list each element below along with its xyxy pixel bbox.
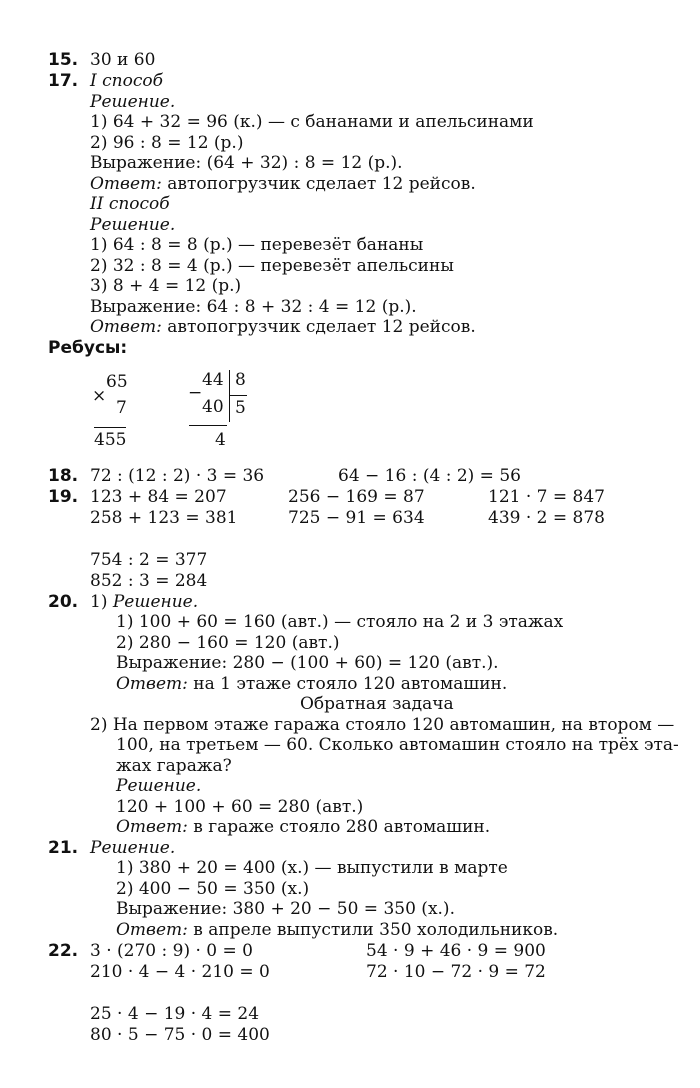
problem-19-number: 19.	[48, 487, 79, 507]
expression-line: 754 : 2 = 377	[90, 550, 208, 570]
answer-label: Ответ:	[90, 317, 162, 337]
rebus-quotient: 5	[235, 398, 246, 418]
answer-line	[116, 674, 507, 694]
task-text-line: жах гаража?	[116, 756, 232, 776]
answer-text: в гараже стояло 280 автомашин.	[193, 817, 491, 837]
rebus-dividend: 44	[202, 370, 224, 390]
problem-15-answer: 30 и 60	[90, 50, 156, 70]
expression-line: 54 · 9 + 46 · 9 = 900	[366, 941, 546, 961]
solution-line: 1) 380 + 20 = 400 (х.) — выпустили в марте	[116, 858, 508, 878]
rebus-remainder: 4	[215, 430, 226, 450]
solution-label: Решение.	[116, 776, 202, 796]
solution-line: 1) 64 : 8 = 8 (р.) — перевезёт бананы	[90, 235, 424, 255]
answer-label: Ответ:	[116, 920, 188, 940]
multiply-sign: ×	[92, 386, 107, 406]
solution-line: 120 + 100 + 60 = 280 (авт.)	[116, 797, 364, 817]
division-bracket-horizontal	[229, 395, 247, 396]
solution-line: 1) 100 + 60 = 160 (авт.) — стояло на 2 и 3 этажах	[116, 612, 564, 632]
expression-line: 210 · 4 − 4 · 210 = 0	[90, 962, 270, 982]
task-text-line: 100, на третьем — 60. Сколько автомашин стояло на трёх эта-	[116, 735, 679, 755]
method-2-heading: II способ	[90, 194, 170, 214]
expression-line: 725 − 91 = 634	[288, 508, 425, 528]
method-1-heading: I способ	[90, 71, 163, 91]
rebus-result-line	[94, 427, 126, 428]
solution-label: Решение.	[90, 215, 176, 235]
expression-line: Выражение: (64 + 32) : 8 = 12 (р.).	[90, 153, 403, 173]
expression-line: 123 + 84 = 207	[90, 487, 227, 507]
rebus-factor-a: 65	[106, 372, 128, 392]
inverse-task-heading: Обратная задача	[300, 694, 454, 714]
answer-line	[116, 817, 490, 837]
expression-line: 439 · 2 = 878	[488, 508, 605, 528]
rebus-product: 455	[94, 430, 127, 450]
solution-line: 1) 64 + 32 = 96 (к.) — с бананами и апельсинами	[90, 112, 534, 132]
task-text-line: 2) На первом этаже гаража стояло 120 автомашин, на втором —	[90, 715, 675, 735]
solution-label: Решение.	[112, 592, 199, 612]
problem-18-number: 18.	[48, 466, 79, 486]
answer-label: Ответ:	[116, 817, 188, 837]
answer-text: автопогрузчик сделает 12 рейсов.	[167, 174, 476, 194]
expression-line: Выражение: 280 − (100 + 60) = 120 (авт.).	[116, 653, 499, 673]
expression-line: Выражение: 380 + 20 − 50 = 350 (х.).	[116, 899, 455, 919]
part-1-line	[90, 592, 198, 612]
solution-line: 2) 280 − 160 = 120 (авт.)	[116, 633, 340, 653]
answer-label: Ответ:	[116, 674, 188, 694]
answer-label: Ответ:	[90, 174, 162, 194]
expression-line: 25 · 4 − 19 · 4 = 24	[90, 1004, 260, 1024]
answer-line	[116, 920, 558, 940]
solution-label: Решение.	[90, 92, 176, 112]
rebus-divisor: 8	[235, 370, 246, 390]
problem-20-number: 20.	[48, 592, 79, 612]
problem-21-number: 21.	[48, 838, 79, 858]
expression-line: 852 : 3 = 284	[90, 571, 208, 591]
solution-line: 2) 400 − 50 = 350 (х.)	[116, 879, 310, 899]
solution-label: Решение.	[90, 838, 176, 858]
expression-line: 80 · 5 − 75 · 0 = 400	[90, 1025, 270, 1045]
answer-line	[90, 174, 476, 194]
expression-line: 72 · 10 − 72 · 9 = 72	[366, 962, 546, 982]
expression-line: 72 : (12 : 2) · 3 = 36	[90, 466, 265, 486]
expression-line: 121 · 7 = 847	[488, 487, 605, 507]
minus-sign: −	[188, 383, 203, 403]
expression-line: 258 + 123 = 381	[90, 508, 238, 528]
answer-text: на 1 этаже стояло 120 автомашин.	[193, 674, 508, 694]
problem-15-number: 15.	[48, 50, 79, 70]
expression-line: 256 − 169 = 87	[288, 487, 425, 507]
division-bracket-vertical	[229, 370, 230, 422]
expression-line: 3 · (270 : 9) · 0 = 0	[90, 941, 253, 961]
answer-text: автопогрузчик сделает 12 рейсов.	[167, 317, 476, 337]
division-subtract-line	[189, 425, 227, 426]
part-label: 1)	[90, 592, 108, 612]
solution-line: 2) 96 : 8 = 12 (р.)	[90, 133, 244, 153]
problem-17-number: 17.	[48, 71, 79, 91]
answer-text: в апреле выпустили 350 холодильников.	[193, 920, 559, 940]
problem-22-number: 22.	[48, 941, 79, 961]
rebus-factor-b: 7	[116, 398, 127, 418]
answer-line	[90, 317, 476, 337]
rebus-heading: Ребусы:	[48, 338, 128, 358]
rebus-subtrahend: 40	[202, 397, 224, 417]
solution-line: 2) 32 : 8 = 4 (р.) — перевезёт апельсины	[90, 256, 454, 276]
expression-line: 64 − 16 : (4 : 2) = 56	[338, 466, 521, 486]
solution-line: 3) 8 + 4 = 12 (р.)	[90, 276, 242, 296]
expression-line: Выражение: 64 : 8 + 32 : 4 = 12 (р.).	[90, 297, 417, 317]
